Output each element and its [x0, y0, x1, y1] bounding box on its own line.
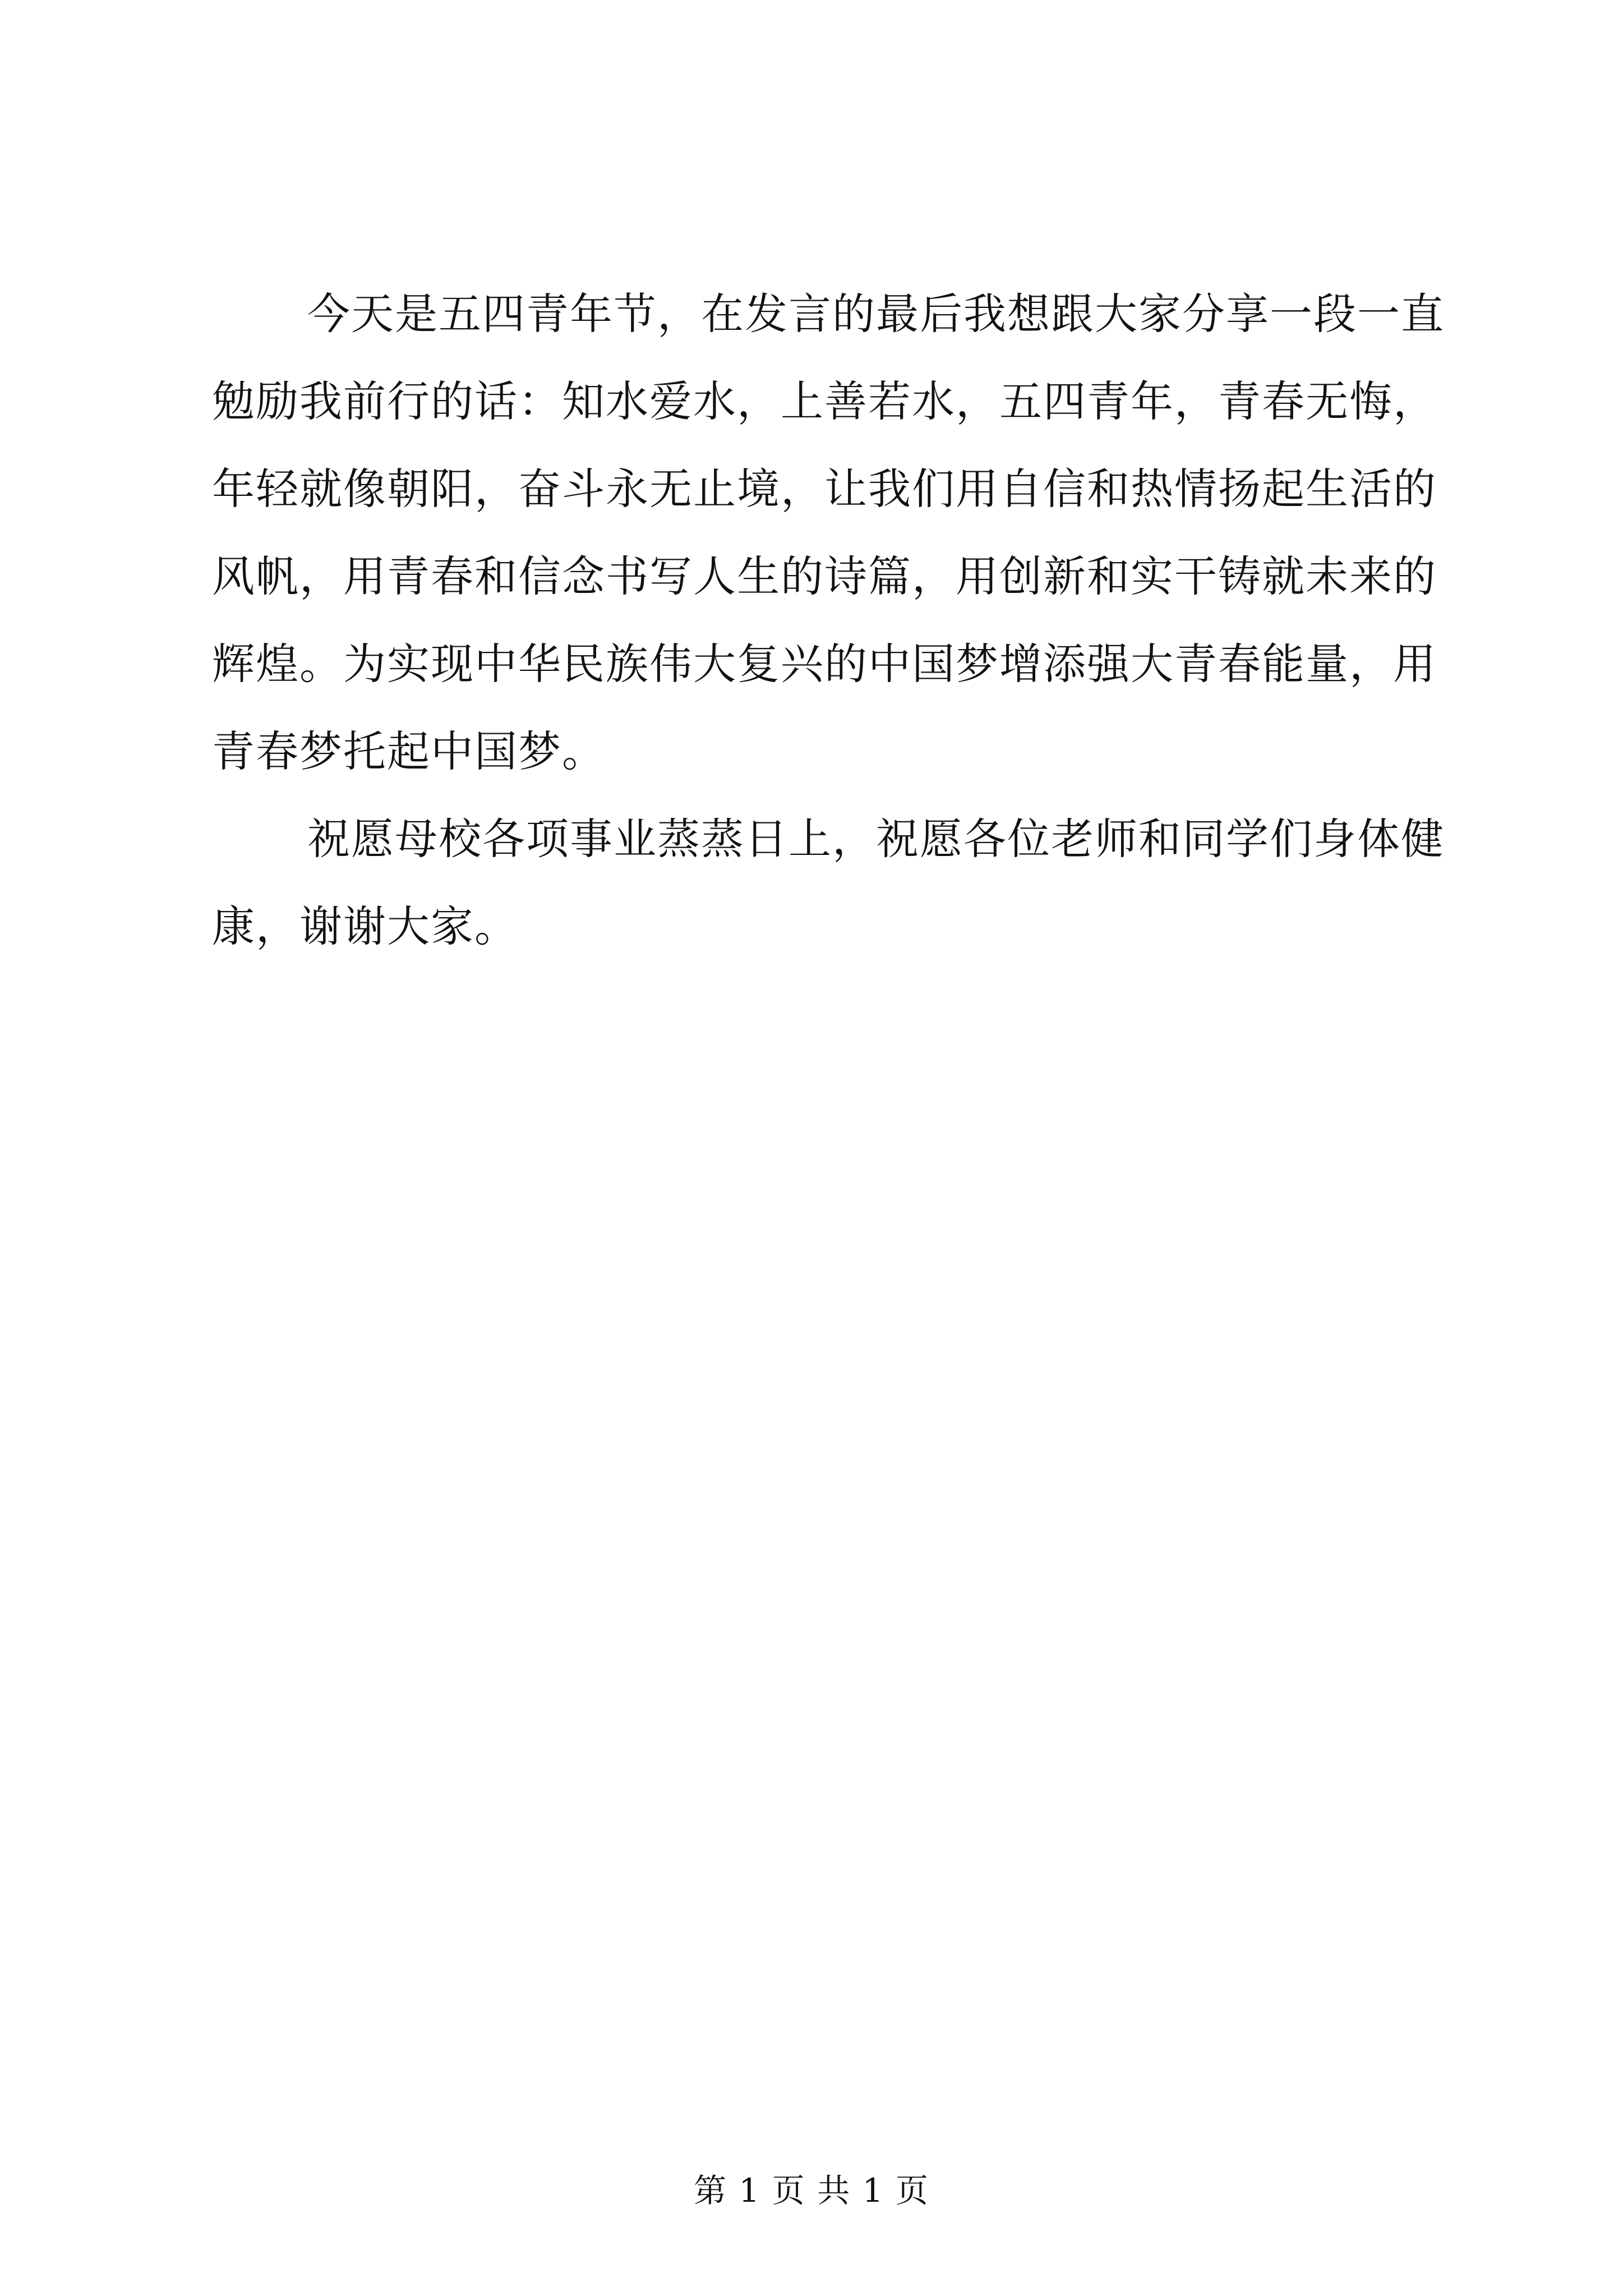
- paragraph-1-line-6: 青春梦托起中国梦。: [212, 726, 606, 776]
- paragraph-1-line-5: 辉煌。为实现中华民族伟大复兴的中国梦增添强大青春能量，用: [212, 639, 1437, 689]
- paragraph-2-line-2: 康，谢谢大家。: [212, 901, 518, 951]
- paragraph-1-line-1: 今天是五四青年节，在发言的最后我想跟大家分享一段一直: [307, 289, 1445, 339]
- paragraph-1-line-4: 风帆，用青春和信念书写人生的诗篇，用创新和实干铸就未来的: [212, 551, 1437, 601]
- paragraph-1-line-2: 勉励我前行的话：知水爱水，上善若水，五四青年，青春无悔，: [212, 376, 1437, 426]
- paragraph-1-line-3: 年轻就像朝阳，奋斗永无止境，让我们用自信和热情扬起生活的: [212, 464, 1437, 514]
- document-body: [212, 270, 1445, 970]
- paragraph-2-line-1: 祝愿母校各项事业蒸蒸日上，祝愿各位老师和同学们身体健: [307, 814, 1445, 864]
- page-number-footer: 第 1 页 共 1 页: [694, 2171, 929, 2210]
